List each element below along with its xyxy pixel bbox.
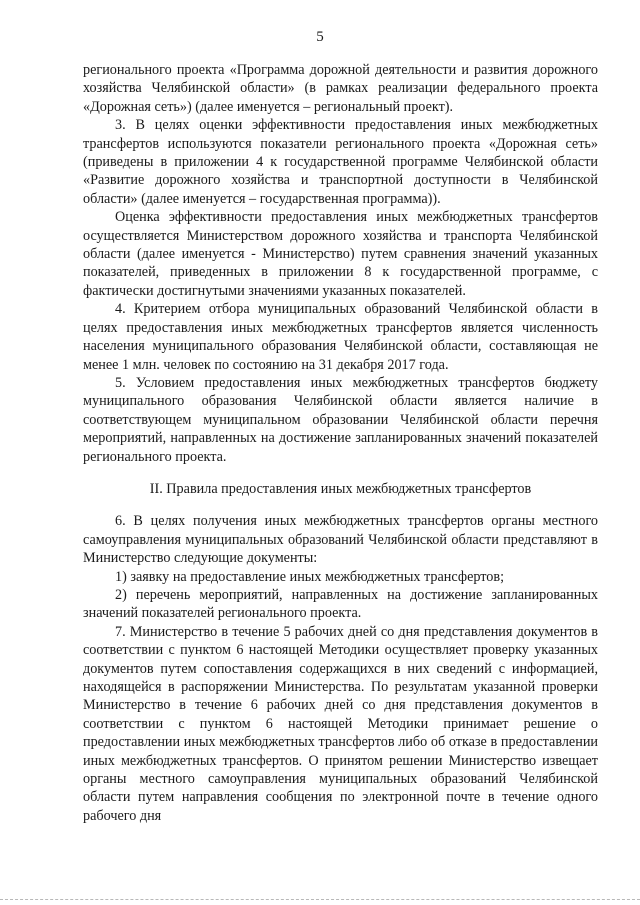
paragraph: 7. Министерство в течение 5 рабочих дней со дня представления документов в соответствии с пунктом 6 настоящей Методики осуществляет проверку указанных документов путем сопоставления содержащихся в них сведений с информацией, находящейся в распоряжении Министерства. По результатам указанной проверки Министерство в течение 6 рабочих дней со дня представления документов в соответствии с пунктом 6 настоящей Методики принимает решение о предоставлении иных межбюджетных трансфертов либо об отказе в предоставлении иных межбюджетных трансфертов. О принятом решении Министерство извещает органы местного самоуправления муниципальных образований Челябинской области путем направления сообщения по электронной почте в течение одного рабочего дня [83,623,598,824]
paragraph: 6. В целях получения иных межбюджетных трансфертов органы местного самоуправления муниципальных образований Челябинской области представляют в Министерство следующие документы: [83,513,598,567]
paragraph: 4. Критерием отбора муниципальных образований Челябинской области в целях предоставления иных межбюджетных трансфертов является численность населения муниципального образования Челябинской области, составляющая не менее 1 млн. человек по состоянию на 31 декабря 2017 года. [83,301,598,373]
paragraph: 1) заявку на предоставление иных межбюджетных трансфертов; [115,568,505,585]
paragraph: 3. В целях оценки эффективности предоставления иных межбюджетных трансфертов используются показатели регионального проекта «Дорожная сеть» (приведены в приложении 4 к государственной программе Челябинской области «Развитие дорожного хозяйства и транспортной доступности в Челябинской области» (далее именуется – государственная программа)). [83,117,598,207]
paragraphs-before-section [83,61,598,466]
section-heading: II. Правила предоставления иных межбюджетных трансфертов [149,480,532,497]
paragraph: Оценка эффективности предоставления иных межбюджетных трансфертов осуществляется Министерством дорожного хозяйства и транспорта Челябинской области (далее именуется - Министерство) путем сравнения значений указанных показателей, приведенных в приложении 8 к государственной программе, с фактически достигнутыми значениями указанных показателей. [83,209,598,299]
document-body [83,61,598,825]
paragraphs-after-section [83,512,598,825]
paragraph: 5. Условием предоставления иных межбюджетных трансфертов бюджету муниципального образования Челябинской области является наличие в соответствующем муниципальном образовании Челябинской области перечня мероприятий, направленных на достижение запланированных значений показателей регионального проекта. [83,374,598,465]
page-bottom-edge [0,899,640,900]
paragraph: 2) перечень мероприятий, направленных на достижение запланированных значений показателей регионального проекта. [83,586,598,622]
page-number: 5 [316,29,324,45]
paragraph: регионального проекта «Программа дорожной деятельности и развития дорожного хозяйства Челябинской области» (в рамках реализации федерального проекта «Дорожная сеть») (далее именуется – региональный проект). [83,62,598,115]
